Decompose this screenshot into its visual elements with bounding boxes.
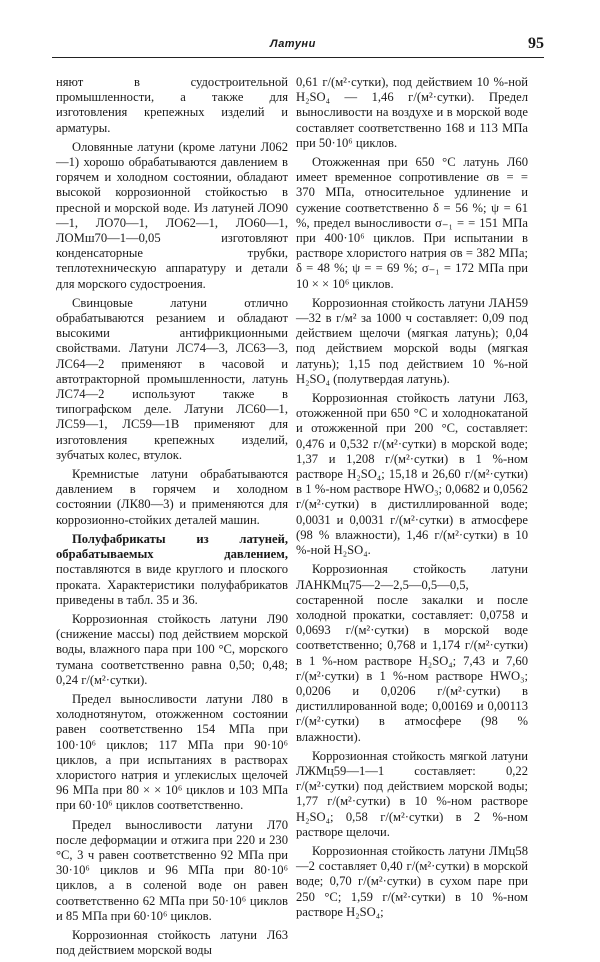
paragraph: Коррозионная стойкость латуни Л63, отожженной при 650 °С и холоднокатаной и отожженной при 200 °С, составляет: 0,476 и 0,532 г/(м²·сутки) в морской воде; 1,37 и 1,208 г/(м²·сутки) в 1 %-ном растворе H₂SO₄; 15,18 и 26,60 г/(м²·сутки) в 1 %-ном растворе HWO₃; 0,0682 и 0,0562 г/(м²·сутки) в дистиллированной воде; 0,0031 и 0,0031 г/(м²·сутки) в атмосфере (98 % влажности), 1,46 г/(м²·сутки) в 10 %-ной H₂SO₄. [296, 391, 528, 558]
bold-lead: Полуфабрикаты из латуней, обрабатываемых давлением, [56, 531, 288, 562]
paragraph: Предел выносливости латуни Л80 в холоднотянутом, отожженном состоянии равен соответственно 154 МПа при 100·10⁶ циклов; 117 МПа при 90·10⁶ циклов, а при испытаниях в растворах хлористого натрия и углекислых щелочей 96 МПа при 80 × × 10⁶ циклов и 103 МПа при 60·10⁶ циклов соответственно. [56, 691, 288, 813]
paragraph: Кремнистые латуни обрабатываются давлением в горячем и холодном состоянии (ЛК80—3) и применяются для коррозионно-стойких деталей машин. [56, 467, 288, 527]
paragraph: Свинцовые латуни отлично обрабатываются резанием и обладают высокими антифрикционными свойствами. Латуни ЛС74—3, ЛС63—3, ЛС64—2 применяют в часовой и автотракторной промышленности, латунь ЛС74—2 используют также в типографском деле. Латуни ЛС60—1, ЛС59—1, ЛС59—1В применяют для изготовления крепежных изделий, зубчатых колес, втулок. [56, 295, 288, 462]
paragraph: няют в судостроительной промышленности, а также для изготовления крепежных изделий и арматуры. [56, 75, 288, 135]
page-number: 95 [528, 35, 544, 52]
paragraph: Коррозионная стойкость латуни Л90 (снижение массы) под действием морской воды, влажного пара при 100 °С, морского тумана соответственно равна 0,50; 0,48; 0,24 г/(м²·сутки). [56, 611, 288, 687]
paragraph: Коррозионная стойкость латуни Л63 под действием морской воды [56, 927, 288, 958]
paragraph-semifinished [56, 532, 288, 608]
paragraph: Предел выносливости латуни Л70 после деформации и отжига при 220 и 230 °С, 3 ч равен соответственно 92 МПа при 30·10⁶ циклов и 96 МПа при 80·10⁶ циклов, а в соленой воде он равен соответственно 62 МПа при 50·10⁶ циклов и 85 МПа при 60·10⁶ циклов. [56, 817, 288, 923]
paragraph: Коррозионная стойкость мягкой латуни ЛЖМц59—1—1 составляет: 0,22 г/(м²·сутки) под действием морской воды; 1,77 г/(м²·сутки) в 10 %-ном растворе H₂SO₄; 0,58 г/(м²·сутки) в 2 %-ном растворе щелочи. [296, 748, 528, 839]
paragraph: Коррозионная стойкость латуни ЛАНКМц75—2—2,5—0,5—0,5, состаренной после закалки и после холодной прокатки, составляет: 0,0758 и 0,0693 г/(м²·сутки) в морской воде соответственно; 0,768 и 1,174 г/(м²·сутки) в 1 %-ном растворе H₂SO₄; 7,43 и 7,60 г/(м²·сутки) в 1 %-ном растворе HWO₃; 0,0206 и 0,0206 г/(м²·сутки) в дистиллированной воде; 0,00169 и 0,00113 г/(м²·сутки) в атмосфере (98 % влажности). [296, 562, 528, 744]
paragraph: Оловянные латуни (кроме латуни Л062—1) хорошо обрабатываются давлением в горячем и холодном состоянии, обладают высокой коррозионной стойкостью в пресной и морской воде. Из латуней ЛО90—1, ЛО70—1, ЛО62—1, ЛО60—1, ЛОМш70—1—0,05 изготовляют конденсаторные трубки, теплотехническую аппаратуру и детали для морского судостроения. [56, 139, 288, 291]
paragraph: Коррозионная стойкость латуни ЛМц58—2 составляет 0,40 г/(м²·сутки) в морской воде; 0,70 г/(м²·сутки) в сухом паре при 250 °С; 1,59 г/(м²·сутки) в 10 %-ном растворе H₂SO₄; [296, 843, 528, 919]
paragraph: Коррозионная стойкость латуни ЛАН59—32 в г/м² за 1000 ч составляет: 0,09 под действием щелочи (мягкая латунь); 0,04 под действием морской воды (мягкая латунь); 1,15 под действием 10 %-ной H₂SO₄ (полутвердая латунь). [296, 295, 528, 386]
running-header [0, 35, 600, 60]
header-rule [52, 57, 544, 58]
left-column [56, 75, 288, 962]
paragraph: 0,61 г/(м²·сутки), под действием 10 %-ной H₂SO₄ — 1,46 г/(м²·сутки). Предел выносливости на воздухе и в морской воде составляет соответственно 168 и 113 МПа при 50·10⁶ циклов. [296, 75, 528, 150]
running-title: Латуни [270, 38, 316, 50]
paragraph-tail: поставляются в виде круглого и плоского проката. Характеристики полуфабрикатов приведены в табл. 35 и 36. [56, 562, 288, 607]
right-column [296, 75, 528, 924]
paragraph: Отожженная при 650 °С латунь Л60 имеет временное сопротивление σв = = 370 МПа, относительное удлинение и сужение соответственно δ = 56 %; ψ = 61 %, предел выносливости σ₋₁ = = 151 МПа при 400·10⁶ циклов. При испытании в растворе хлористого натрия σв = 382 МПа; δ = 48 %; ψ = = 69 %; σ₋₁ = 172 МПа при 10 × × 10⁶ циклов. [296, 155, 528, 291]
